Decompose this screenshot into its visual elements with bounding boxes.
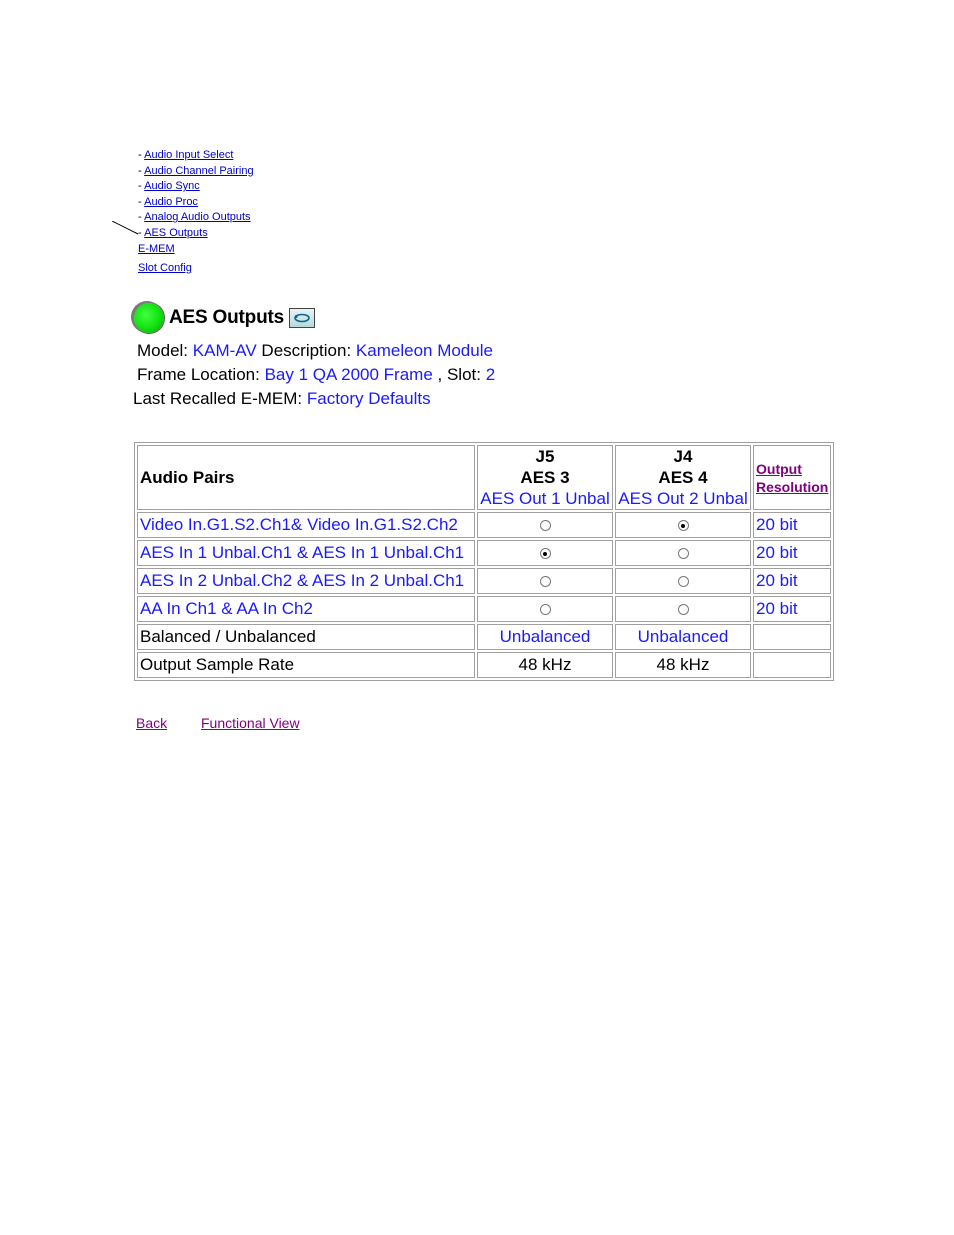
resolution-link[interactable]: 20 bit [753,540,831,566]
audio-pair-link[interactable]: AES In 2 Unbal.Ch2 & AES In 2 Unbal.Ch1 [137,568,475,594]
resolution-link[interactable]: 20 bit [753,568,831,594]
radio-cell [615,568,751,594]
j4-connector: J4 [673,447,693,466]
empty-cell [753,624,831,650]
nav-menu [138,148,254,277]
radio-cell [615,512,751,538]
j5-connector: J5 [535,447,555,466]
nav-item-slot-config[interactable] [138,261,254,277]
model-label: Model: [137,341,189,360]
nav-item-analog-audio-outputs[interactable] [138,210,254,226]
audio-pairs-header: Audio Pairs [137,445,475,510]
frame-location-line [137,365,495,385]
output-resolution-link-1[interactable]: Output [756,460,802,477]
frame-location-label: Frame Location: [137,365,260,384]
nav-dash: - [138,195,145,208]
radio-button-j5-selected[interactable] [540,548,551,559]
description-label: Description: [261,341,352,360]
nav-item-audio-proc[interactable] [138,195,254,211]
nav-dash: - [138,226,145,239]
nav-dash: - [138,211,145,224]
aes-outputs-table [134,442,834,681]
empty-cell [753,652,831,678]
radio-button-j4-selected[interactable] [678,520,689,531]
audio-pair-link[interactable]: Video In.G1.S2.Ch1& Video In.G1.S2.Ch2 [137,512,475,538]
nav-dash: - [138,180,145,193]
nav-item-audio-input-select[interactable] [138,148,254,164]
radio-button-j4[interactable] [678,604,689,615]
slot-label: , Slot: [437,365,481,384]
frame-location-value: Bay 1 QA 2000 Frame [264,365,433,384]
nav-link-emem[interactable]: E-MEM [138,242,175,255]
functional-view-link[interactable]: Functional View [201,715,300,731]
radio-cell [615,596,751,622]
column-header-j5 [477,445,613,510]
nav-item-aes-outputs[interactable] [138,226,254,242]
j4-output-link[interactable]: AES Out 2 Unbal [618,489,748,508]
j4-name: AES 4 [658,468,708,487]
output-resolution-link-2[interactable]: Resolution [756,478,829,495]
radio-button-j5[interactable] [540,520,551,531]
balanced-row [137,624,831,650]
table-row [137,568,831,594]
radio-button-j5[interactable] [540,576,551,587]
j5-output-link[interactable]: AES Out 1 Unbal [480,489,610,508]
radio-cell [477,540,613,566]
nav-dash: - [138,164,145,177]
table-row [137,596,831,622]
resolution-link[interactable]: 20 bit [753,512,831,538]
nav-dash: - [138,149,145,161]
audio-pair-link[interactable]: AA In Ch1 & AA In Ch2 [137,596,475,622]
radio-button-j4[interactable] [678,548,689,559]
balanced-label: Balanced / Unbalanced [137,624,475,650]
nav-link-analog-audio-outputs[interactable]: Analog Audio Outputs [144,211,251,224]
nav-link-slot-config[interactable]: Slot Config [138,262,192,275]
last-recalled-emem-line [133,389,431,409]
nav-link-audio-proc[interactable]: Audio Proc [144,195,198,208]
table-row [137,512,831,538]
model-line [137,341,493,361]
table-row [137,540,831,566]
radio-button-j4[interactable] [678,576,689,587]
page-header [134,302,315,334]
j5-name: AES 3 [520,468,570,487]
sample-rate-row [137,652,831,678]
nav-item-emem[interactable] [138,242,254,258]
column-header-j4 [615,445,751,510]
page-title: AES Outputs [169,307,284,328]
nav-link-audio-input-select[interactable]: Audio Input Select [144,149,234,161]
table-header-row [137,445,831,510]
resolution-link[interactable]: 20 bit [753,596,831,622]
balanced-value-j5-link[interactable]: Unbalanced [477,624,613,650]
radio-cell [477,596,613,622]
callout-pointer-line [112,221,140,235]
nav-link-aes-outputs[interactable]: AES Outputs [144,226,208,239]
nav-item-audio-sync[interactable] [138,179,254,195]
radio-button-j5[interactable] [540,604,551,615]
slot-value: 2 [485,365,496,384]
radio-cell [615,540,751,566]
nav-link-audio-sync[interactable]: Audio Sync [144,180,200,193]
radio-cell [477,512,613,538]
status-indicator-icon [134,303,164,333]
model-value: KAM-AV [192,341,257,360]
back-link[interactable]: Back [136,715,168,731]
last-recalled-emem-value: Factory Defaults [306,389,431,408]
output-resolution-header[interactable] [753,445,831,510]
nav-item-audio-channel-pairing[interactable] [138,164,254,180]
balanced-value-j4-link[interactable]: Unbalanced [615,624,751,650]
sample-rate-value-j4: 48 kHz [615,652,751,678]
nav-link-audio-channel-pairing[interactable]: Audio Channel Pairing [144,164,254,177]
refresh-icon[interactable] [289,308,315,328]
radio-cell [477,568,613,594]
sample-rate-label: Output Sample Rate [137,652,475,678]
sample-rate-value-j5: 48 kHz [477,652,613,678]
description-value: Kameleon Module [355,341,493,360]
audio-pair-link[interactable]: AES In 1 Unbal.Ch1 & AES In 1 Unbal.Ch1 [137,540,475,566]
last-recalled-emem-label: Last Recalled E-MEM: [133,389,303,408]
